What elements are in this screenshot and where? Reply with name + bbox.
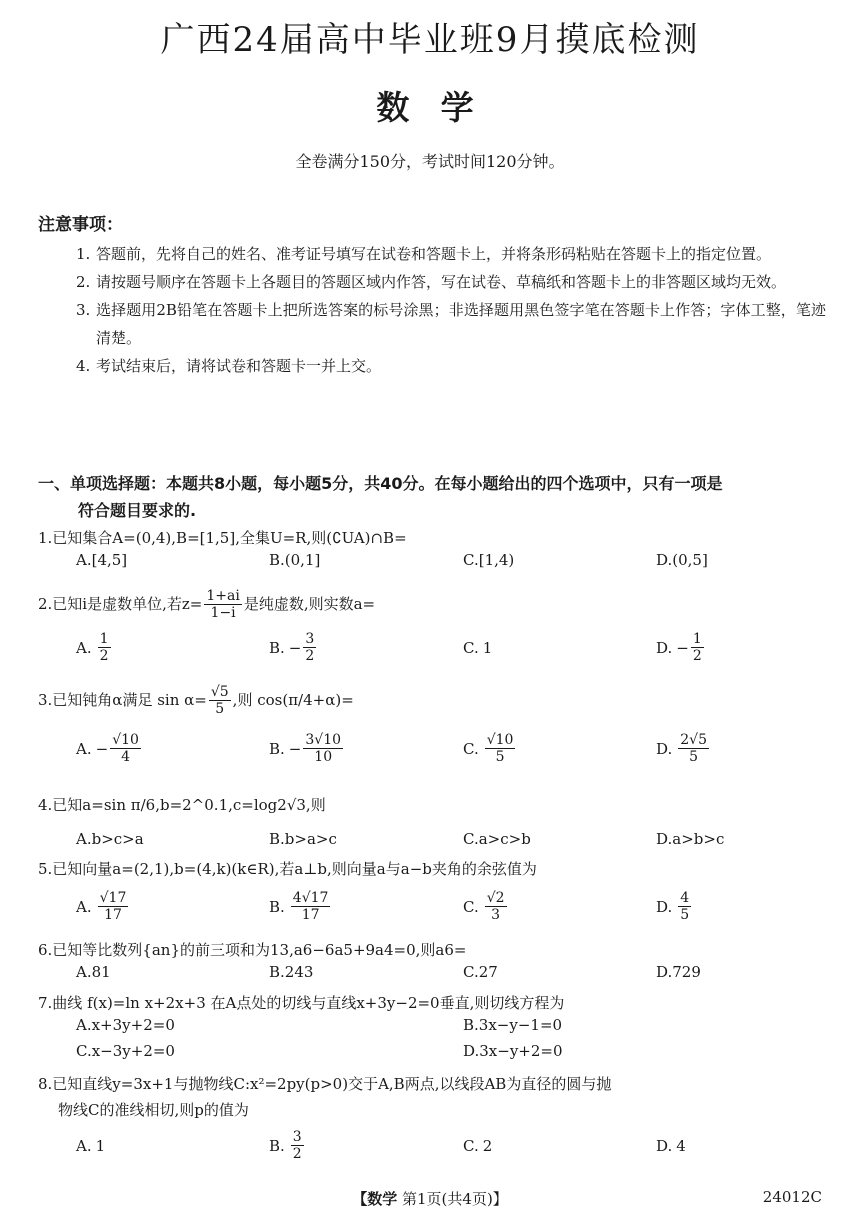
fraction-denominator: 5 <box>689 749 699 765</box>
fraction-denominator: 4 <box>121 749 131 765</box>
option-d <box>656 1137 686 1155</box>
question-8 <box>38 1071 828 1169</box>
notice-text: 选择题用2B铅笔在答题卡上把所选答案的标号涂黑；非选择题用黑色签字笔在答题卡上作答；字体工整，笔迹清楚。 <box>96 301 826 347</box>
notice-item <box>76 352 826 380</box>
fraction-numerator: √17 <box>99 890 127 906</box>
option-a: A.81 <box>76 963 111 981</box>
option-b: B.b>a>c <box>269 830 337 848</box>
stem-pre: 3.已知钝角α满足 sin α= <box>38 691 207 709</box>
options-row <box>76 1129 828 1169</box>
option-fraction <box>98 890 129 923</box>
option-c <box>463 732 517 765</box>
option-label: C. <box>463 897 479 916</box>
option-label: B. <box>269 897 285 916</box>
fraction-denominator: 5 <box>495 749 505 765</box>
question-stem: 1.已知集合A=(0,4),B=[1,5],全集U=R,则(∁UA)∩B= <box>38 529 407 547</box>
page-footer <box>0 1188 860 1209</box>
footer-page: 第1页(共4页)】 <box>402 1190 508 1208</box>
question-4 <box>38 792 828 856</box>
option-fraction <box>691 631 704 664</box>
option-d <box>656 890 693 923</box>
option-a <box>76 1137 105 1155</box>
option-label: B. <box>269 739 285 758</box>
option-b: B.243 <box>269 963 314 981</box>
question-5 <box>38 856 828 934</box>
question-stem-line2: 物线C的准线相切,则p的值为 <box>58 1101 249 1119</box>
options-row <box>76 890 828 934</box>
fraction-numerator: √10 <box>486 732 514 748</box>
option-label: C. <box>463 739 479 758</box>
option-fraction <box>291 1129 304 1162</box>
option-a <box>76 732 143 765</box>
option-sign: − <box>95 739 109 758</box>
option-c: C.27 <box>463 963 498 981</box>
option-d: D.(0,5] <box>656 551 708 569</box>
option-a: A.[4,5] <box>76 551 128 569</box>
fraction-numerator: 3√10 <box>305 732 342 748</box>
option-label: D. <box>656 739 673 758</box>
option-sign: − <box>288 739 302 758</box>
option-label: A. <box>76 1137 92 1155</box>
option-sign: − <box>288 638 302 657</box>
option-b <box>269 631 318 664</box>
option-label: D. <box>656 1137 673 1155</box>
option-a <box>76 631 113 664</box>
fraction-numerator: 3 <box>305 631 315 647</box>
option-value: 2 <box>482 1137 493 1155</box>
question-stem: 4.已知a=sin π/6,b=2^0.1,c=log2√3,则 <box>38 796 326 814</box>
fraction-numerator: 1+ai <box>206 587 240 604</box>
question-7 <box>38 990 828 1068</box>
section-heading-line1: 一、单项选择题：本题共8小题，每小题5分，共40分。在每小题给出的四个选项中，只有一项是 <box>38 474 723 493</box>
options-row <box>76 963 828 989</box>
option-label: A. <box>76 638 92 657</box>
option-b: B.(0,1] <box>269 551 321 569</box>
option-a <box>76 890 130 923</box>
notice-number: 3. <box>76 301 91 319</box>
option-b: B.3x−y−1=0 <box>463 1016 563 1034</box>
notice-item <box>76 296 826 352</box>
option-d <box>656 631 706 664</box>
option-fraction <box>110 732 141 765</box>
option-fraction <box>678 890 691 923</box>
notice-heading: 注意事项： <box>38 215 123 235</box>
option-d: D.729 <box>656 963 701 981</box>
option-b <box>269 1129 306 1162</box>
question-2 <box>38 585 828 671</box>
question-stem-line1: 8.已知直线y=3x+1与抛物线C:x²=2py(p>0)交于A,B两点,以线段AB为直径的圆与抛 <box>38 1075 612 1093</box>
question-stem <box>38 680 828 720</box>
fraction-denominator: 5 <box>215 700 225 717</box>
fraction-denominator: 2 <box>692 648 702 664</box>
question-1 <box>38 525 828 577</box>
option-value: 4 <box>676 1137 686 1155</box>
options-row <box>76 1042 828 1068</box>
footer-subject: 【数学 <box>352 1190 398 1208</box>
exam-info: 全卷满分150分，考试时间120分钟。 <box>295 152 565 171</box>
question-3 <box>38 680 828 776</box>
option-label: D. <box>656 638 673 657</box>
fraction-numerator: √2 <box>486 890 505 906</box>
section-heading <box>38 470 828 524</box>
stem-post: 是纯虚数,则实数a= <box>243 595 376 613</box>
fraction-numerator: √5 <box>210 683 229 700</box>
option-fraction <box>485 732 516 765</box>
option-c <box>463 1137 492 1155</box>
option-label: A. <box>76 739 92 758</box>
fraction-numerator: 4√17 <box>292 890 329 906</box>
option-a: A.x+3y+2=0 <box>76 1016 175 1034</box>
document-code: 24012C <box>762 1188 822 1206</box>
stem-post: ,则 cos(π/4+α)= <box>232 691 354 709</box>
options-row <box>76 830 828 856</box>
option-fraction <box>678 732 709 765</box>
option-fraction <box>98 631 111 664</box>
fraction-denominator: 17 <box>104 907 122 923</box>
fraction-numerator: 4 <box>680 890 690 906</box>
notice-text: 考试结束后，请将试卷和答题卡一并上交。 <box>96 357 382 375</box>
option-c <box>463 890 509 923</box>
option-b <box>269 890 332 923</box>
question-stem: 6.已知等比数列{an}的前三项和为13,a6−6a5+9a4=0,则a6= <box>38 941 467 959</box>
section-heading-line2: 符合题目要求的. <box>78 501 197 520</box>
notice-text: 请按题号顺序在答题卡上各题目的答题区域内作答，写在试卷、草稿纸和答题卡上的非答题区域均无效。 <box>96 273 787 291</box>
option-label: C. <box>463 1137 479 1155</box>
option-c: C.[1,4) <box>463 551 515 569</box>
question-stem <box>38 585 828 623</box>
option-c: C.a>c>b <box>463 830 531 848</box>
fraction-denominator: 10 <box>314 749 333 765</box>
option-value: 1 <box>482 639 493 657</box>
option-c: C.x−3y+2=0 <box>76 1042 175 1060</box>
fraction-denominator: 5 <box>680 907 690 923</box>
option-d: D.3x−y+2=0 <box>463 1042 563 1060</box>
stem-fraction <box>204 588 241 621</box>
notice-text: 答题前，先将自己的姓名、准考证号填写在试卷和答题卡上，并将条形码粘贴在答题卡上的指定位置。 <box>96 245 772 263</box>
option-b <box>269 732 345 765</box>
question-stem: 5.已知向量a=(2,1),b=(4,k)(k∈R),若a⊥b,则向量a与a−b夹角的余弦值为 <box>38 860 537 878</box>
option-label: D. <box>656 897 673 916</box>
fraction-denominator: 3 <box>491 907 501 923</box>
notice-item <box>76 268 826 296</box>
fraction-numerator: 2√5 <box>680 732 708 748</box>
fraction-denominator: 2 <box>99 648 109 664</box>
option-value: 1 <box>95 1137 106 1155</box>
fraction-numerator: 1 <box>99 631 109 647</box>
option-label: B. <box>269 1136 285 1155</box>
fraction-denominator: 17 <box>301 907 320 923</box>
options-row <box>76 551 828 577</box>
options-row <box>76 1016 828 1042</box>
options-row <box>76 732 828 776</box>
notice-list <box>76 240 826 380</box>
option-fraction <box>291 890 331 923</box>
option-fraction <box>485 890 507 923</box>
option-d: D.a>b>c <box>656 830 725 848</box>
stem-fraction <box>209 684 231 717</box>
fraction-denominator: 1−i <box>210 604 236 621</box>
option-d <box>656 732 711 765</box>
stem-pre: 2.已知i是虚数单位,若z= <box>38 595 203 613</box>
option-fraction <box>303 631 316 664</box>
option-label: C. <box>463 639 479 657</box>
option-sign: − <box>676 638 689 657</box>
notice-number: 4. <box>76 357 91 375</box>
option-c <box>463 639 492 657</box>
option-a: A.b>c>a <box>76 830 144 848</box>
notice-number: 2. <box>76 273 91 291</box>
fraction-denominator: 2 <box>305 648 315 664</box>
notice-item <box>76 240 826 268</box>
question-6 <box>38 937 828 989</box>
fraction-numerator: √10 <box>112 732 139 748</box>
fraction-numerator: 1 <box>692 631 702 647</box>
options-row <box>76 631 828 671</box>
subject-title: 数 学 <box>376 88 484 127</box>
question-stem: 7.曲线 f(x)=ln x+2x+3 在A点处的切线与直线x+3y−2=0垂直,则切线方程为 <box>38 994 565 1012</box>
option-fraction <box>303 732 343 765</box>
notice-number: 1. <box>76 245 91 263</box>
fraction-numerator: 3 <box>292 1129 302 1145</box>
option-label: B. <box>269 638 285 657</box>
fraction-denominator: 2 <box>292 1146 302 1162</box>
page-title: 广西24届高中毕业班9月摸底检测 <box>160 20 700 60</box>
option-label: A. <box>76 897 92 916</box>
